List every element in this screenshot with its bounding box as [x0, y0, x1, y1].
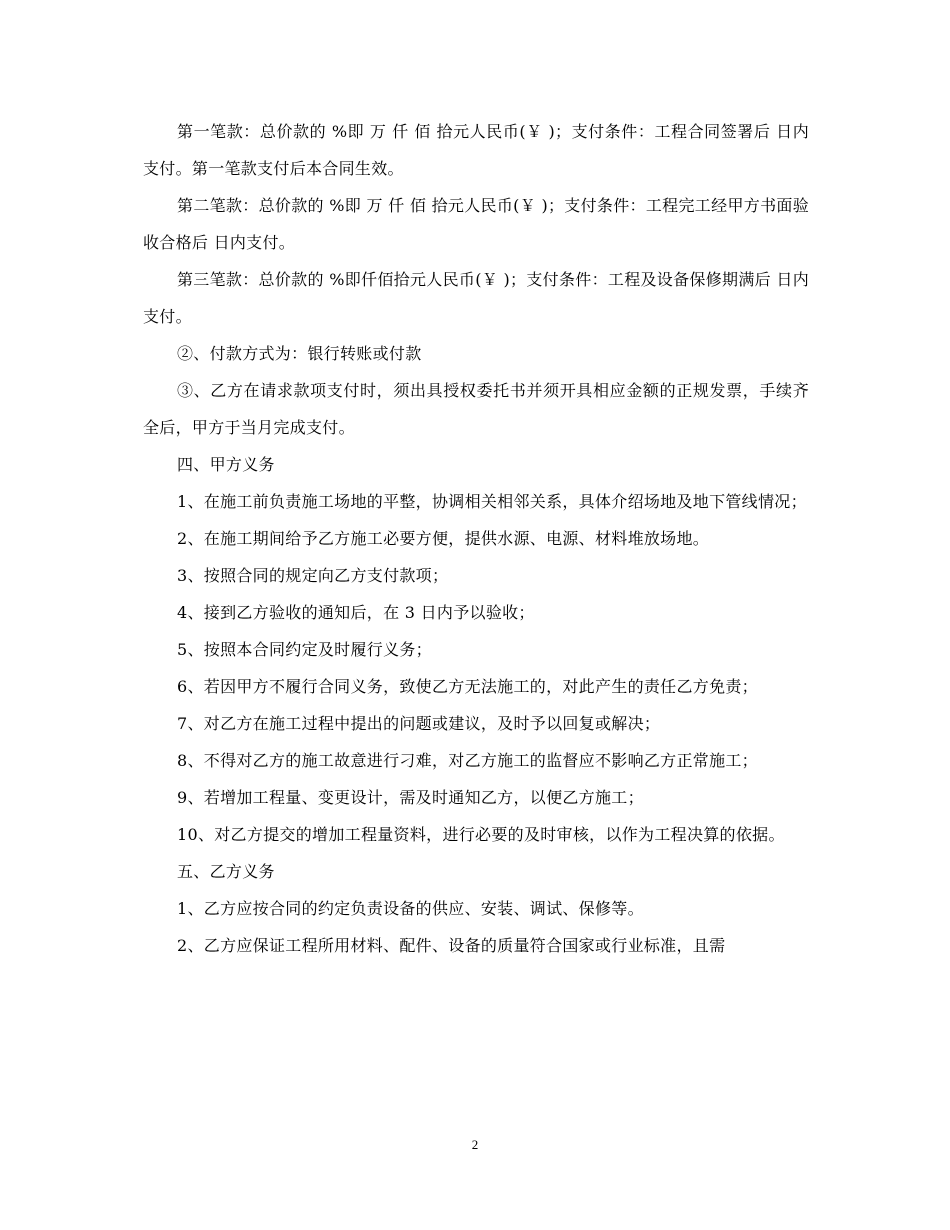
- payment-third-installment: 第三笔款：总价款的 %即仟佰拾元人民币(￥ )；支付条件：工程及设备保修期满后 日内支付。: [143, 270, 809, 326]
- party-a-duty-2: 2、在施工期间给予乙方施工必要方便，提供水源、电源、材料堆放场地。: [177, 529, 710, 548]
- section-heading-party-b: 五、乙方义务: [177, 862, 275, 881]
- payment-request-terms: ③、乙方在请求款项支付时，须出具授权委托书并须开具相应金额的正规发票，手续齐全后，甲方于当月完成支付。: [143, 381, 809, 437]
- party-a-duty-10: 10、对乙方提交的增加工程量资料，进行必要的及时审核，以作为工程决算的依据。: [177, 825, 785, 844]
- party-a-duty-3: 3、按照合同的规定向乙方支付款项；: [177, 566, 449, 585]
- payment-method: ②、付款方式为：银行转账或付款: [177, 344, 422, 363]
- document-body: [143, 113, 809, 964]
- payment-first-installment: 第一笔款：总价款的 %即 万 仟 佰 拾元人民币(￥ )；支付条件：工程合同签署后 日内支付。第一笔款支付后本合同生效。: [143, 122, 809, 178]
- party-a-duty-6: 6、若因甲方不履行合同义务，致使乙方无法施工的，对此产生的责任乙方免责；: [177, 677, 758, 696]
- party-a-duty-5: 5、按照本合同约定及时履行义务；: [177, 640, 432, 659]
- page-number: 2: [471, 1137, 479, 1152]
- party-a-duty-9: 9、若增加工程量、变更设计，需及时通知乙方，以便乙方施工；: [177, 788, 644, 807]
- party-a-duty-4: 4、接到乙方验收的通知后，在 3 日内予以验收；: [177, 603, 535, 622]
- party-a-duty-7: 7、对乙方在施工过程中提出的问题或建议，及时予以回复或解决；: [177, 714, 661, 733]
- section-heading-party-a: 四、甲方义务: [177, 455, 275, 474]
- payment-second-installment: 第二笔款：总价款的 %即 万 仟 佰 拾元人民币(￥ )；支付条件：工程完工经甲方书面验收合格后 日内支付。: [143, 196, 809, 252]
- party-a-duty-8: 8、不得对乙方的施工故意进行刁难，对乙方施工的监督应不影响乙方正常施工；: [177, 751, 758, 770]
- party-b-duty-2: 2、乙方应保证工程所用材料、配件、设备的质量符合国家或行业标准，且需: [177, 936, 726, 955]
- party-b-duty-1: 1、乙方应按合同的约定负责设备的供应、安装、调试、保修等。: [177, 899, 644, 918]
- party-a-duty-1: 1、在施工前负责施工场地的平整，协调相关相邻关系，具体介绍场地及地下管线情况；: [177, 492, 807, 511]
